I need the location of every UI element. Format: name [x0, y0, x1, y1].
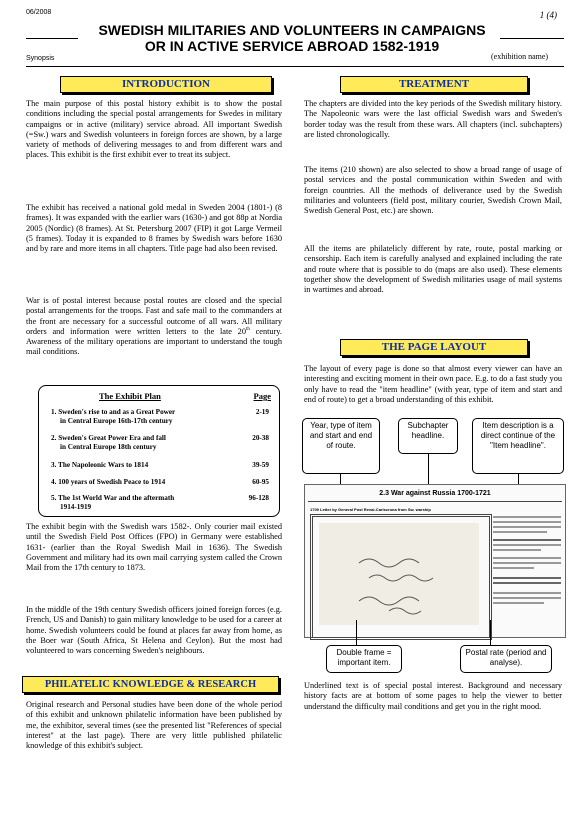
- treatment-paragraph-1: The chapters are divided into the key periods of the Swedish military history. The Napoleonic wars were the last official Swedish wars and Sweden's border today was the result from these wars. All chapters (incl. subchapters) are listed chronologically.: [304, 99, 562, 139]
- title-line-2: OR IN ACTIVE SERVICE ABROAD 1582-1919: [144, 38, 440, 54]
- callout-item-description: Item description is a direct continue of the "Item headline".: [472, 418, 564, 474]
- section-page-layout: THE PAGE LAYOUT: [340, 339, 528, 356]
- section-treatment: TREATMENT: [340, 76, 528, 93]
- sample-description-lines: [493, 513, 561, 607]
- section-philatelic-knowledge: PHILATELIC KNOWLEDGE & RESEARCH: [22, 676, 279, 693]
- plan-item-pages: 60-95: [252, 478, 269, 486]
- header-rule-left: [26, 38, 78, 39]
- treatment-paragraph-2: The items (210 shown) are also selected to show a broad range of usage of postal services and the postal communication within Sweden and with foreign countries. All the methods of deliverance used by the Swedish militaries and volunteers (field post, military courier, Swedish Crown Mail, Swedish General Post, etc.) are shown.: [304, 165, 562, 216]
- plan-item-subtitle: in Central Europe 18th century: [60, 443, 157, 451]
- plan-page-heading: Page: [253, 391, 271, 401]
- callout-postal-rate: Postal rate (period and analyse).: [460, 645, 552, 673]
- plan-item-pages: 96-128: [248, 494, 269, 502]
- intro-paragraph-5: In the middle of the 19th century Swedish officers joined foreign forces (e.g. French, US and Danish) to gain military knowledge to be used for a career at home. Swedish volunteers could be found at places far away from home, as the Boer war (South Africa, St Helena and Ceylon). But the most had volunteered to wars concerning Sweden's neighbours.: [26, 605, 282, 656]
- intro-p3-text-b: century. Awareness of the military operations are important to understand the tough mail conditions.: [26, 326, 282, 357]
- callout-item-headline: Year, type of item and start and end of route.: [302, 418, 380, 474]
- plan-item-subtitle: in Central Europe 16th-17th century: [60, 417, 173, 425]
- layout-paragraph-1: The layout of every page is done so that almost every viewer can have an interesting and exciting moment in their own pace. E.g. to do a fast study you only have to read the "item headline" (with year, type of item and start and end of route) to get a broad understanding of this exhibit.: [304, 364, 562, 404]
- plan-item-title: 2. Sweden's Great Power Era and fall: [51, 434, 166, 442]
- exhibit-plan-box: [38, 385, 280, 517]
- callout-subchapter: Subchapter headline.: [398, 418, 458, 454]
- plan-heading: The Exhibit Plan: [99, 391, 161, 401]
- exhibition-name-label: (exhibition name): [491, 52, 549, 61]
- letter-handwriting-icon: [319, 523, 479, 625]
- sample-divider: [308, 501, 562, 502]
- intro-paragraph-3: [26, 296, 282, 358]
- letter-image: [319, 523, 479, 625]
- intro-paragraph-4: The exhibit begin with the Swedish wars 1582-. Only courier mail existed until the Swedish Field Post Offices (FPO) in Germany were established 1631- (earlier than the Royal Swedish Mail in 1636). The Swedish Government and military had its own mail carrying system called the Crown Mail from the 17th century to 1873.: [26, 522, 282, 573]
- intro-p3-text-a: War is of postal interest because postal routes are closed and the special postal arrangements for the troops. Fast and safe mail to the commanders at the front are necessary for a successful outcome of all wars. All military orders and information were written letters to the late 20: [26, 296, 282, 336]
- layout-paragraph-2: Underlined text is of special postal interest. Background and necessary history facts are at bottom of some pages to help the viewer to better understand the difficulty mail conditions and get you in the right mood.: [304, 681, 562, 711]
- callout-line-5: [490, 620, 491, 646]
- sample-subchapter-title: 2.3 War against Russia 1700-1721: [379, 490, 491, 497]
- plan-item-pages: 39-59: [252, 461, 269, 469]
- intro-paragraph-2: The exhibit has received a national gold medal in Sweden 2004 (1801-) (8 frames). It was expanded with the earlier wars (1630-) and got 88p at Nordia 2005 (Nordic) (8 frames). At St. Petersburg 2007 (FIP) it got Large Vermeil (5 frames). Today it is expanded to 8 frames by Swedish wars before 1630 and by rare and more items in all chapters. Title page had also been revised.: [26, 203, 282, 254]
- page-number: 1 (4): [539, 10, 557, 20]
- plan-item-title: 4. 100 years of Swedish Peace to 1914: [51, 478, 166, 486]
- sample-item-headline: 1709 Letter by General Post Reval-Carlscrona from Sw. warship: [310, 507, 431, 512]
- synopsis-label: Synopsis: [26, 55, 55, 62]
- plan-item-title: 5. The 1st World War and the aftermath: [51, 494, 175, 502]
- header-date: 06/2008: [26, 9, 52, 16]
- title-line-1: SWEDISH MILITARIES AND VOLUNTEERS IN CAMPAIGNS: [98, 22, 486, 38]
- callout-line-4: [356, 620, 357, 646]
- plan-item-subtitle: 1914-1919: [60, 503, 92, 511]
- plan-item-pages: 20-38: [252, 434, 269, 442]
- treatment-paragraph-3: All the items are philatelicly different by rate, route, postal marking or censorship. Each item is carefully analysed and explained including the rate and route where that is possible to do (maps are also used). These elements together show the development of Swedish militaries usage of mail systems in wartimes and abroad.: [304, 244, 562, 295]
- intro-paragraph-1: The main purpose of this postal history exhibit is to show the postal conditions including the special postal arrangements for Swedes in military campaigns or in active (military) service abroad. All important Swedish (=Sw.) wars and Swedish volunteers in foreign forces are shown, by a large variety of methods of delivering messages to and from different wars and places. This exhibit is the first exhibit ever to treat its subject.: [26, 99, 282, 160]
- plan-item-title: 3. The Napoleonic Wars to 1814: [51, 461, 149, 469]
- philatelic-paragraph: Original research and Personal studies have been done of the whole period of this exhibit and unknown philatelic information have been published by me, the exhibitor, several times (see the presented list "References of special interest" at the last page). There are very little published philatelic knowledge of this exhibit's subject.: [26, 700, 282, 751]
- header-rule-right: [500, 38, 564, 39]
- section-introduction: INTRODUCTION: [60, 76, 272, 93]
- plan-item-pages: 2-19: [255, 408, 269, 416]
- sample-page-illustration: [304, 484, 566, 638]
- header-divider: [26, 66, 564, 67]
- double-frame: [310, 514, 492, 640]
- callout-double-frame: Double frame = important item.: [326, 645, 402, 673]
- intro-p3-sup: th: [245, 327, 250, 333]
- plan-item-title: 1. Sweden's rise to and as a Great Power: [51, 408, 176, 416]
- page-title: [30, 22, 554, 54]
